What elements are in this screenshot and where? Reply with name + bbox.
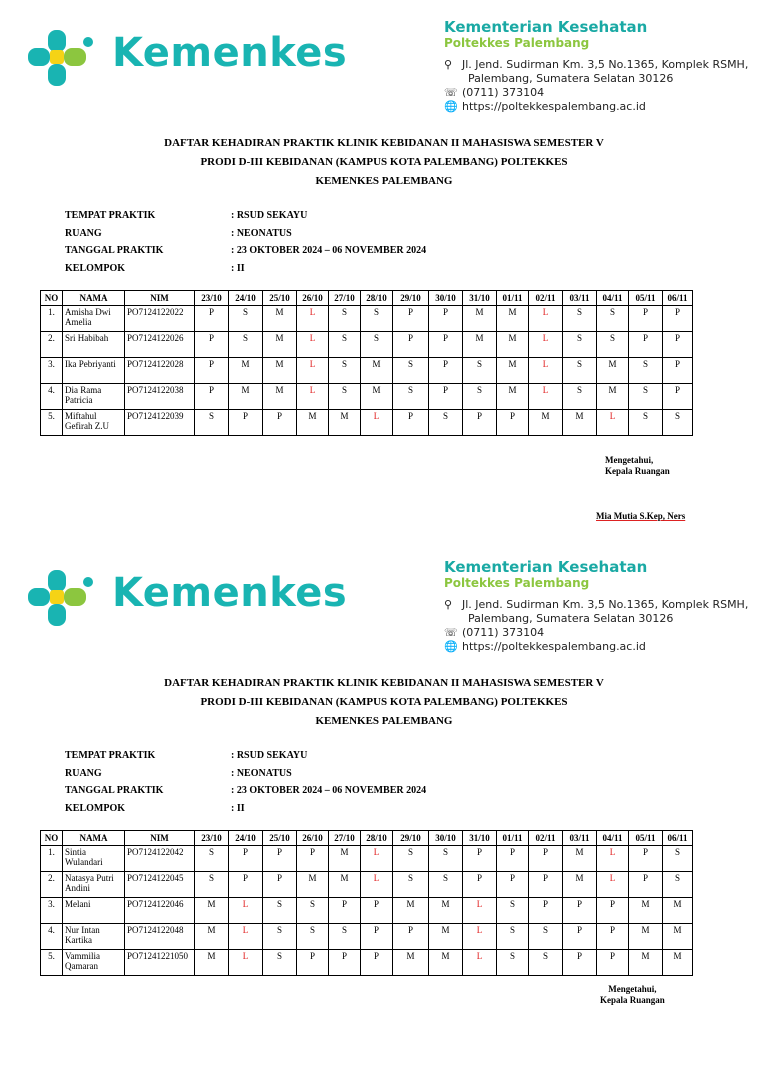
column-header: 04/11 (597, 831, 629, 846)
shift-cell: L (361, 846, 393, 872)
shift-cell: S (463, 384, 497, 410)
student-name: Melani (63, 898, 125, 924)
shift-cell: M (329, 872, 361, 898)
shift-cell: P (529, 898, 563, 924)
column-header: NO (41, 831, 63, 846)
shift-cell: P (663, 306, 693, 332)
shift-cell: M (663, 950, 693, 976)
shift-cell: P (563, 924, 597, 950)
shift-cell: P (361, 898, 393, 924)
kelompok-label: KELOMPOK (65, 262, 125, 274)
shift-cell: P (463, 410, 497, 436)
column-header: 06/11 (663, 291, 693, 306)
shift-cell: M (229, 384, 263, 410)
table-row (41, 410, 693, 436)
shift-cell: M (195, 898, 229, 924)
kemenkes-emblem-icon (26, 28, 96, 88)
shift-cell: P (563, 898, 597, 924)
shift-cell: L (529, 306, 563, 332)
location-pin-icon: ⚲ (444, 598, 453, 611)
shift-cell: P (497, 846, 529, 872)
column-header: 29/10 (393, 831, 429, 846)
shift-cell: M (597, 384, 629, 410)
kelompok-value: : II (231, 262, 245, 274)
shift-cell: M (663, 898, 693, 924)
column-header: 24/10 (229, 831, 263, 846)
shift-cell: S (497, 950, 529, 976)
shift-cell: S (195, 846, 229, 872)
column-header: 01/11 (497, 291, 529, 306)
phone-icon: ☏ (444, 626, 458, 639)
column-header: 03/11 (563, 291, 597, 306)
student-name: Natasya Putri Andini (63, 872, 125, 898)
shift-cell: P (329, 898, 361, 924)
approval-line-1: Mengetahui, (605, 455, 654, 465)
shift-cell: S (663, 410, 693, 436)
shift-cell: P (263, 872, 297, 898)
shift-cell: P (597, 924, 629, 950)
column-header: 02/11 (529, 291, 563, 306)
shift-cell: P (229, 872, 263, 898)
ruang-value: : NEONATUS (231, 767, 292, 779)
shift-cell: S (529, 950, 563, 976)
column-header: 23/10 (195, 291, 229, 306)
ruang-value: : NEONATUS (231, 227, 292, 239)
shift-cell: P (393, 332, 429, 358)
shift-cell: S (297, 898, 329, 924)
contact-block (444, 598, 748, 654)
column-header: 05/11 (629, 831, 663, 846)
title-line-3: KEMENKES PALEMBANG (315, 715, 453, 727)
column-header: 25/10 (263, 831, 297, 846)
website-link[interactable]: https://poltekkespalembang.ac.id (462, 100, 646, 113)
table-row (41, 332, 693, 358)
logo-wordmark: Kemenkes (112, 570, 348, 616)
shift-cell: S (393, 384, 429, 410)
shift-cell: S (361, 306, 393, 332)
shift-cell: P (393, 924, 429, 950)
column-header: 27/10 (329, 831, 361, 846)
address-line-1: Jl. Jend. Sudirman Km. 3,5 No.1365, Komplek RSMH, (462, 598, 749, 611)
column-header: 05/11 (629, 291, 663, 306)
shift-cell: M (563, 846, 597, 872)
shift-cell: M (463, 332, 497, 358)
shift-cell: S (263, 924, 297, 950)
column-header: 29/10 (393, 291, 429, 306)
column-header: 24/10 (229, 291, 263, 306)
table-row (41, 846, 693, 872)
row-number: 5. (41, 410, 63, 436)
column-header: 02/11 (529, 831, 563, 846)
shift-cell: M (263, 332, 297, 358)
shift-cell: S (329, 384, 361, 410)
shift-cell: S (429, 872, 463, 898)
column-header: 28/10 (361, 291, 393, 306)
column-header: 31/10 (463, 291, 497, 306)
shift-cell: M (263, 358, 297, 384)
shift-cell: M (629, 950, 663, 976)
shift-cell: S (329, 358, 361, 384)
tempat-value: : RSUD SEKAYU (231, 210, 308, 221)
shift-cell: L (297, 306, 329, 332)
title-line-2: PRODI D-III KEBIDANAN (KAMPUS KOTA PALEMBANG) POLTEKKES (200, 696, 568, 708)
student-nim: PO7124122028 (125, 358, 195, 384)
shift-cell: P (229, 410, 263, 436)
shift-cell: S (597, 306, 629, 332)
column-header: 30/10 (429, 831, 463, 846)
row-number: 3. (41, 358, 63, 384)
title-line-2: PRODI D-III KEBIDANAN (KAMPUS KOTA PALEMBANG) POLTEKKES (200, 156, 568, 168)
row-number: 1. (41, 846, 63, 872)
kelompok-label: KELOMPOK (65, 802, 125, 814)
column-header: 01/11 (497, 831, 529, 846)
address-line-2: Palembang, Sumatera Selatan 30126 (468, 72, 674, 85)
shift-cell: M (329, 410, 361, 436)
kemenkes-logo (26, 568, 346, 628)
column-header: NAMA (63, 831, 125, 846)
table-row (41, 872, 693, 898)
approval-block (600, 984, 665, 1006)
table-row (41, 924, 693, 950)
address-line-2: Palembang, Sumatera Selatan 30126 (468, 612, 674, 625)
column-header: 23/10 (195, 831, 229, 846)
column-header: 26/10 (297, 291, 329, 306)
shift-cell: L (529, 332, 563, 358)
student-nim: PO7124122022 (125, 306, 195, 332)
shift-cell: S (563, 332, 597, 358)
shift-cell: P (563, 950, 597, 976)
shift-cell: P (195, 384, 229, 410)
shift-cell: M (497, 384, 529, 410)
attendance-page-2 (0, 540, 768, 1080)
table-row (41, 306, 693, 332)
shift-cell: S (329, 306, 361, 332)
practice-info (65, 747, 426, 817)
shift-cell: M (361, 384, 393, 410)
student-name: Sintia Wulandari (63, 846, 125, 872)
shift-cell: L (297, 332, 329, 358)
column-header: NIM (125, 291, 195, 306)
shift-cell: L (229, 898, 263, 924)
practice-info (65, 207, 426, 277)
shift-cell: P (229, 846, 263, 872)
column-header: 26/10 (297, 831, 329, 846)
shift-cell: S (497, 898, 529, 924)
table-row (41, 898, 693, 924)
shift-cell: L (597, 846, 629, 872)
column-header: 30/10 (429, 291, 463, 306)
table-row (41, 384, 693, 410)
approval-line-2: Kepala Ruangan (600, 995, 665, 1005)
phone-number: (0711) 373104 (462, 86, 545, 99)
shift-cell: M (195, 924, 229, 950)
shift-cell: P (297, 950, 329, 976)
student-nim: PO7124122046 (125, 898, 195, 924)
globe-icon: 🌐 (444, 640, 458, 653)
shift-cell: P (663, 358, 693, 384)
shift-cell: P (429, 306, 463, 332)
phone-icon: ☏ (444, 86, 458, 99)
column-header: NO (41, 291, 63, 306)
ruang-label: RUANG (65, 767, 102, 779)
approval-line-1: Mengetahui, (608, 984, 657, 994)
shift-cell: M (393, 950, 429, 976)
org-block (444, 558, 647, 591)
column-header: 28/10 (361, 831, 393, 846)
shift-cell: P (263, 410, 297, 436)
shift-cell: P (429, 332, 463, 358)
shift-cell: M (497, 332, 529, 358)
shift-cell: S (663, 846, 693, 872)
shift-cell: P (629, 872, 663, 898)
shift-cell: M (563, 872, 597, 898)
row-number: 3. (41, 898, 63, 924)
shift-cell: M (297, 872, 329, 898)
approval-line-2: Kepala Ruangan (605, 466, 670, 476)
shift-cell: M (195, 950, 229, 976)
tempat-label: TEMPAT PRAKTIK (65, 750, 156, 761)
shift-cell: M (229, 358, 263, 384)
approval-block (605, 455, 670, 477)
location-pin-icon: ⚲ (444, 58, 453, 71)
student-nim: PO7124122039 (125, 410, 195, 436)
shift-cell: L (361, 872, 393, 898)
row-number: 4. (41, 384, 63, 410)
shift-cell: M (629, 924, 663, 950)
shift-cell: M (429, 924, 463, 950)
shift-cell: S (361, 332, 393, 358)
tanggal-label: TANGGAL PRAKTIK (65, 245, 164, 256)
column-header: 25/10 (263, 291, 297, 306)
shift-cell: P (629, 846, 663, 872)
row-number: 5. (41, 950, 63, 976)
shift-cell: P (497, 410, 529, 436)
column-header: 03/11 (563, 831, 597, 846)
ruang-label: RUANG (65, 227, 102, 239)
shift-cell: S (195, 410, 229, 436)
attendance-table (40, 290, 693, 436)
row-number: 2. (41, 872, 63, 898)
shift-cell: L (529, 358, 563, 384)
row-number: 4. (41, 924, 63, 950)
shift-cell: L (229, 950, 263, 976)
shift-cell: S (629, 384, 663, 410)
student-nim: PO7124122038 (125, 384, 195, 410)
globe-icon: 🌐 (444, 100, 458, 113)
shift-cell: S (497, 924, 529, 950)
table-row (41, 950, 693, 976)
shift-cell: S (393, 846, 429, 872)
column-header: 06/11 (663, 831, 693, 846)
shift-cell: M (597, 358, 629, 384)
shift-cell: L (463, 898, 497, 924)
shift-cell: S (263, 898, 297, 924)
shift-cell: L (361, 410, 393, 436)
shift-cell: S (329, 924, 361, 950)
student-nim: PO7124122045 (125, 872, 195, 898)
shift-cell: M (329, 846, 361, 872)
title-line-1: DAFTAR KEHADIRAN PRAKTIK KLINIK KEBIDANAN II MAHASISWA SEMESTER V (164, 677, 604, 689)
tanggal-value: : 23 OKTOBER 2024 – 06 NOVEMBER 2024 (231, 245, 427, 256)
kelompok-value: : II (231, 802, 245, 814)
shift-cell: M (529, 410, 563, 436)
shift-cell: M (297, 410, 329, 436)
shift-cell: P (393, 410, 429, 436)
row-number: 1. (41, 306, 63, 332)
student-nim: PO7124122026 (125, 332, 195, 358)
shift-cell: P (663, 332, 693, 358)
shift-cell: P (629, 332, 663, 358)
student-nim: PO7124122048 (125, 924, 195, 950)
shift-cell: L (597, 872, 629, 898)
shift-cell: M (393, 898, 429, 924)
tanggal-label: TANGGAL PRAKTIK (65, 785, 164, 796)
shift-cell: M (663, 924, 693, 950)
signer-name: Mia Mutia S.Kep, Ners (596, 511, 686, 521)
table-header-row (41, 831, 693, 846)
shift-cell: S (629, 410, 663, 436)
student-name: Sri Habibah (63, 332, 125, 358)
shift-cell: S (563, 384, 597, 410)
shift-cell: P (297, 846, 329, 872)
kemenkes-emblem-icon (26, 568, 96, 628)
title-line-3: KEMENKES PALEMBANG (315, 175, 453, 187)
shift-cell: S (597, 332, 629, 358)
shift-cell: S (229, 306, 263, 332)
shift-cell: P (195, 332, 229, 358)
row-number: 2. (41, 332, 63, 358)
shift-cell: L (229, 924, 263, 950)
address-line-1: Jl. Jend. Sudirman Km. 3,5 No.1365, Komplek RSMH, (462, 58, 749, 71)
shift-cell: P (629, 306, 663, 332)
student-name: Amisha Dwi Amelia (63, 306, 125, 332)
shift-cell: M (263, 384, 297, 410)
column-header: NIM (125, 831, 195, 846)
shift-cell: S (663, 872, 693, 898)
shift-cell: P (463, 872, 497, 898)
shift-cell: P (597, 950, 629, 976)
shift-cell: S (629, 358, 663, 384)
website-link[interactable]: https://poltekkespalembang.ac.id (462, 640, 646, 653)
shift-cell: S (429, 846, 463, 872)
kemenkes-logo (26, 28, 346, 88)
org-block (444, 18, 647, 51)
student-name: Nur Intan Kartika (63, 924, 125, 950)
column-header: 04/11 (597, 291, 629, 306)
shift-cell: L (297, 384, 329, 410)
shift-cell: P (429, 358, 463, 384)
shift-cell: P (463, 846, 497, 872)
shift-cell: M (629, 898, 663, 924)
shift-cell: P (361, 924, 393, 950)
shift-cell: P (195, 358, 229, 384)
shift-cell: M (429, 950, 463, 976)
column-header: NAMA (63, 291, 125, 306)
tempat-value: : RSUD SEKAYU (231, 750, 308, 761)
phone-number: (0711) 373104 (462, 626, 545, 639)
shift-cell: L (463, 924, 497, 950)
shift-cell: L (463, 950, 497, 976)
shift-cell: S (229, 332, 263, 358)
table-row (41, 358, 693, 384)
shift-cell: P (263, 846, 297, 872)
shift-cell: S (195, 872, 229, 898)
shift-cell: M (361, 358, 393, 384)
shift-cell: S (529, 924, 563, 950)
tempat-label: TEMPAT PRAKTIK (65, 210, 156, 221)
student-name: Vammilia Qamaran (63, 950, 125, 976)
shift-cell: P (597, 898, 629, 924)
shift-cell: M (563, 410, 597, 436)
org-subname: Poltekkes Palembang (444, 36, 590, 50)
shift-cell: P (529, 846, 563, 872)
student-name: Ika Pebriyanti (63, 358, 125, 384)
org-name: Kementerian Kesehatan (444, 18, 648, 36)
tanggal-value: : 23 OKTOBER 2024 – 06 NOVEMBER 2024 (231, 785, 427, 796)
shift-cell: M (497, 358, 529, 384)
shift-cell: S (563, 358, 597, 384)
shift-cell: S (463, 358, 497, 384)
shift-cell: S (329, 332, 361, 358)
shift-cell: P (329, 950, 361, 976)
logo-wordmark: Kemenkes (112, 30, 348, 76)
shift-cell: L (597, 410, 629, 436)
shift-cell: P (529, 872, 563, 898)
student-nim: PO7124122042 (125, 846, 195, 872)
shift-cell: P (429, 384, 463, 410)
attendance-table (40, 830, 693, 976)
shift-cell: S (393, 358, 429, 384)
shift-cell: L (529, 384, 563, 410)
shift-cell: S (297, 924, 329, 950)
shift-cell: L (297, 358, 329, 384)
shift-cell: S (429, 410, 463, 436)
contact-block (444, 58, 748, 114)
shift-cell: M (497, 306, 529, 332)
shift-cell: S (263, 950, 297, 976)
shift-cell: P (497, 872, 529, 898)
table-header-row (41, 291, 693, 306)
title-line-1: DAFTAR KEHADIRAN PRAKTIK KLINIK KEBIDANAN II MAHASISWA SEMESTER V (164, 137, 604, 149)
shift-cell: S (393, 872, 429, 898)
shift-cell: M (429, 898, 463, 924)
shift-cell: P (195, 306, 229, 332)
document-title (0, 134, 768, 191)
column-header: 27/10 (329, 291, 361, 306)
shift-cell: P (361, 950, 393, 976)
student-name: Dia Rama Patricia (63, 384, 125, 410)
document-title (0, 674, 768, 731)
org-subname: Poltekkes Palembang (444, 576, 590, 590)
org-name: Kementerian Kesehatan (444, 558, 648, 576)
shift-cell: M (263, 306, 297, 332)
shift-cell: P (663, 384, 693, 410)
shift-cell: M (463, 306, 497, 332)
column-header: 31/10 (463, 831, 497, 846)
student-name: Miftahul Gefirah Z.U (63, 410, 125, 436)
shift-cell: P (393, 306, 429, 332)
shift-cell: S (563, 306, 597, 332)
student-nim: PO71241221050 (125, 950, 195, 976)
